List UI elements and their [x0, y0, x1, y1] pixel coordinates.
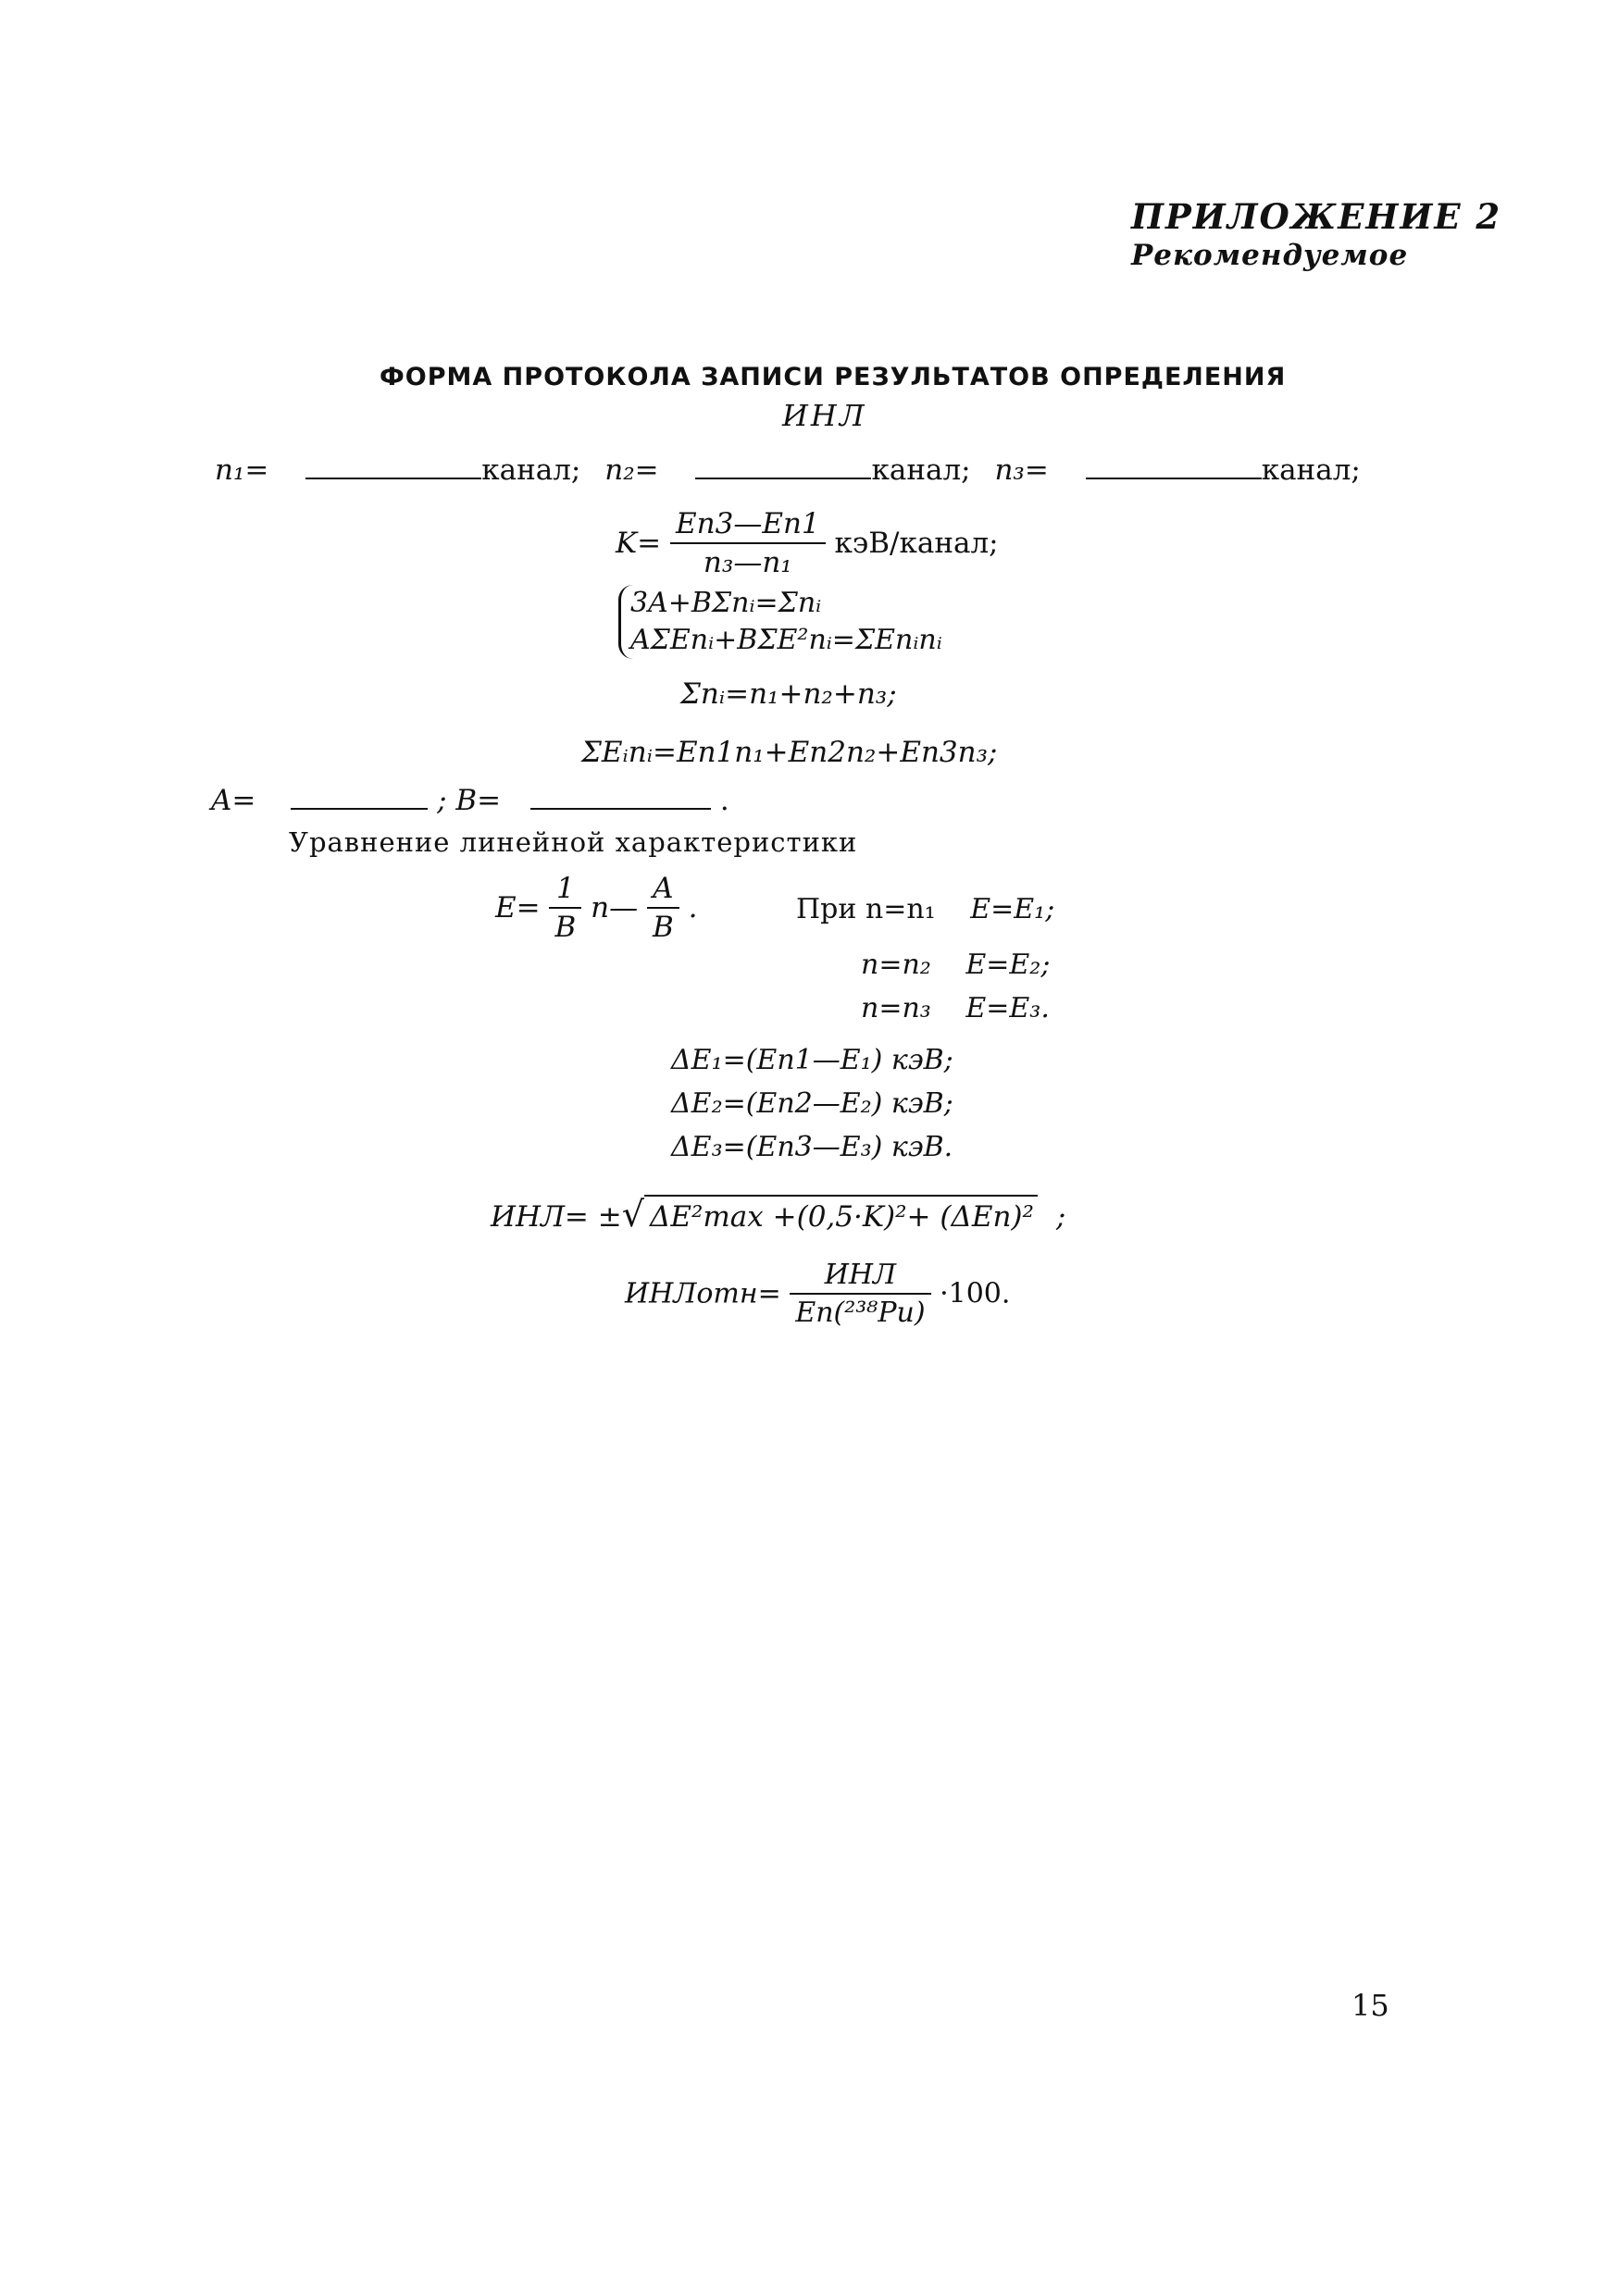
k-numerator: Eп3—Eп1	[670, 507, 826, 544]
system-line-2: AΣEпᵢ+BΣE²пᵢ=ΣEпᵢnᵢ	[630, 624, 942, 656]
ab-end: .	[719, 783, 729, 817]
n3-label: n₃=	[994, 453, 1049, 487]
e-lhs: E=	[495, 891, 541, 925]
e-fraction-2	[647, 872, 679, 944]
k-unit: кэВ/канал;	[834, 527, 999, 560]
inl-rel-tail: ·100.	[940, 1277, 1011, 1310]
delta-e3: ΔE₃=(Eп3—E₃) кэВ.	[671, 1131, 953, 1163]
case-2-cond: n=n₂	[861, 949, 931, 981]
inl-radicand: ΔE²max +(0,5·K)²+ (ΔEп)²	[644, 1195, 1038, 1234]
case-1-cond: При n=n₁	[796, 893, 936, 925]
n3-blank	[1086, 452, 1262, 479]
inl-rel-denominator: Eп(²³⁸Pu)	[795, 1297, 926, 1329]
delta-e1: ΔE₁=(Eп1—E₁) кэВ;	[671, 1044, 953, 1076]
e-den-1: B	[554, 911, 577, 944]
e-mid: n—	[591, 891, 639, 925]
n1-label: n₁=	[215, 453, 269, 487]
e-end: .	[688, 891, 698, 925]
case-3-cond: n=n₃	[861, 992, 931, 1024]
k-formula	[616, 507, 999, 579]
channels-line	[215, 452, 1361, 487]
e-fraction-1	[549, 872, 581, 944]
inl-rel-numerator: ИНЛ	[790, 1259, 930, 1295]
equation-system	[618, 585, 942, 659]
case-3	[861, 992, 1050, 1024]
case-1-result: E=E₁;	[970, 893, 1055, 925]
inl-rel-fraction	[790, 1259, 930, 1329]
a-label: A=	[211, 783, 256, 817]
e-formula	[495, 872, 697, 944]
case-3-result: E=E₃.	[965, 992, 1050, 1024]
b-blank	[530, 782, 711, 810]
case-1	[796, 893, 1054, 925]
n1-unit: канал;	[481, 453, 581, 487]
inl-rel-lhs: ИНЛотн=	[625, 1277, 781, 1310]
e-num-2: A	[647, 872, 679, 909]
system-brace	[618, 585, 942, 659]
form-title: ФОРМА ПРОТОКОЛА ЗАПИСИ РЕЗУЛЬТАТОВ ОПРЕДЕЛЕНИЯ	[380, 363, 1287, 391]
k-denominator: n₃—n₁	[703, 546, 792, 579]
form-title-inl: ИНЛ	[782, 398, 867, 433]
n1-blank	[305, 452, 481, 479]
n2-label: n₂=	[604, 453, 659, 487]
sum-n-formula: Σnᵢ=n₁+n₂+n₃;	[680, 677, 897, 711]
k-lhs: K=	[616, 527, 662, 560]
delta-e2: ΔE₂=(Eп2—E₂) кэВ;	[671, 1087, 953, 1120]
ab-line	[211, 782, 729, 817]
linear-equation-label: Уравнение линейной характеристики	[289, 826, 858, 858]
system-line-1: 3A+BΣnᵢ=Σnᵢ	[630, 587, 822, 619]
case-2-result: E=E₂;	[965, 949, 1051, 981]
case-2	[861, 949, 1050, 981]
inl-end: ;	[1055, 1200, 1066, 1234]
k-fraction	[670, 507, 826, 579]
n2-unit: канал;	[871, 453, 971, 487]
sqrt-sign: √	[621, 1194, 644, 1235]
inl-formula	[491, 1194, 1065, 1235]
appendix-title: ПРИЛОЖЕНИЕ 2	[1131, 196, 1502, 237]
appendix-subtitle: Рекомендуемое	[1131, 239, 1409, 272]
sum-en-formula: ΣEᵢnᵢ=Eп1n₁+Eп2n₂+Eп3n₃;	[581, 736, 998, 769]
inl-lhs: ИНЛ= ±	[491, 1200, 622, 1234]
n2-blank	[695, 452, 871, 479]
page-number: 15	[1351, 1988, 1389, 2023]
b-label: ; B=	[437, 783, 502, 817]
a-blank	[291, 782, 428, 810]
e-den-2: B	[652, 911, 674, 944]
inl-relative-formula	[625, 1259, 1010, 1329]
e-num-1: 1	[549, 872, 581, 909]
n3-unit: канал;	[1261, 453, 1361, 487]
